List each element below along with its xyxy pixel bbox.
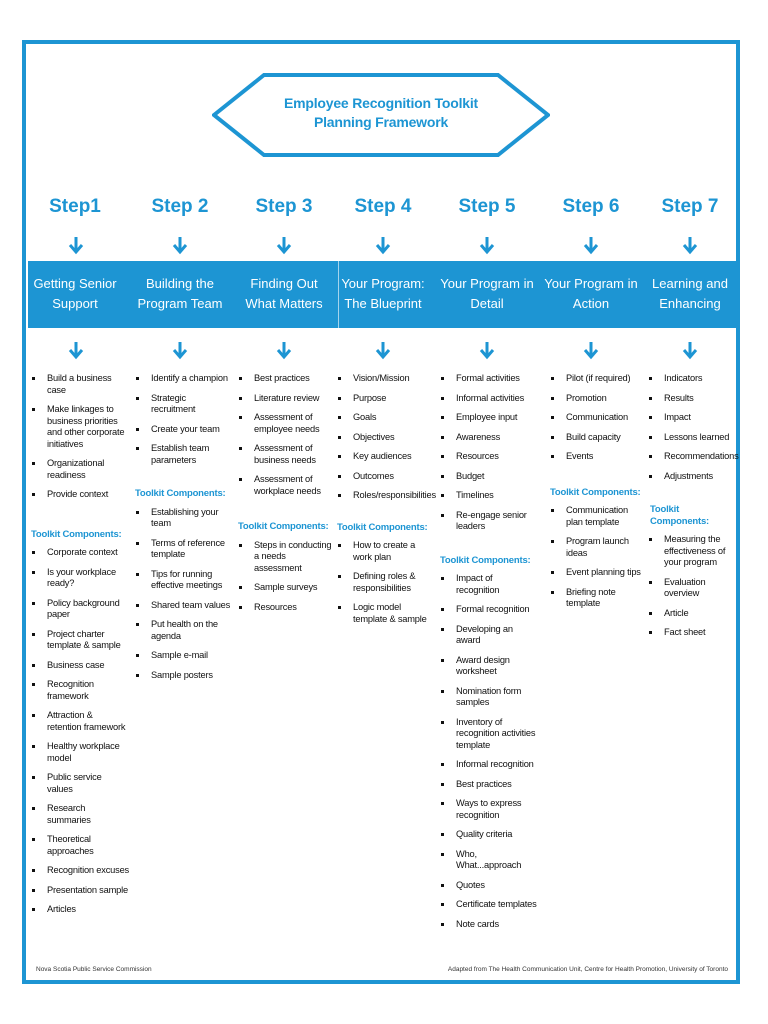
step-4-toolkit [337,540,433,625]
list-item: Employee input [440,412,538,424]
list-item: Build a business case [31,373,129,396]
list-item: Sample surveys [238,582,334,594]
arrow-down-icon [373,340,393,360]
list-item: Ways to express recognition [440,798,538,821]
step-7-title: Learning and Enhancing [652,276,728,311]
list-item: Goals [337,412,433,424]
list-item: Quotes [440,880,538,892]
toolkit-title: Toolkit Components: [550,486,641,498]
list-item: Presentation sample [31,885,129,897]
footer-organization: Nova Scotia Public Service Commission [36,966,152,973]
arrow-down-icon [477,235,497,255]
list-item: Outcomes [337,471,433,483]
title-line-1: Employee Recognition Toolkit [283,95,479,111]
step-4-column [337,373,436,633]
list-item: Resources [440,451,538,463]
step-5-title: Your Program in Detail [440,276,534,311]
list-item: Re-engage senior leaders [440,510,538,533]
list-item: Formal activities [440,373,538,385]
list-item: Impact [648,412,736,424]
step-6-label: Step 6 [562,196,620,217]
step-2-column [135,373,231,689]
step-6-title: Your Program in Action [544,276,638,311]
list-item: Create your team [135,424,231,436]
arrow-down-icon [274,340,294,360]
list-item: How to create a work plan [337,540,433,563]
list-item: Event planning tips [550,567,642,579]
step-5-label: Step 5 [458,196,516,217]
arrow-down-icon [170,235,190,255]
step-5-toolkit [440,573,538,930]
list-item: Note cards [440,919,538,931]
list-item: Recognition framework [31,679,129,702]
list-item: Build capacity [550,432,642,444]
list-item: Sample e-mail [135,650,231,662]
step-5-items [440,373,538,533]
list-item: Adjustments [648,471,736,483]
list-item: Communication plan template [550,505,642,528]
list-item: Inventory of recognition activities template [440,717,538,752]
step-3-toolkit [238,540,334,614]
list-item: Informal activities [440,393,538,405]
list-item: Timelines [440,490,538,502]
list-item: Evaluation overview [648,577,736,600]
step-7-label: Step 7 [661,196,719,217]
list-item: Program launch ideas [550,536,642,559]
step-2-label: Step 2 [151,196,209,217]
list-item: Corporate context [31,547,129,559]
list-item: Article [648,608,736,620]
list-item: Events [550,451,642,463]
list-item: Research summaries [31,803,129,826]
list-item: Objectives [337,432,433,444]
toolkit-title: Toolkit Components: [238,521,329,532]
step-3-label: Step 3 [255,196,313,217]
list-item: Logic model template & sample [337,602,433,625]
footer-source-credit: Adapted from The Health Communication Unit, Centre for Health Promotion, University of Toronto [447,966,728,973]
toolkit-title: Toolkit Components: [337,521,428,533]
arrow-down-icon [680,340,700,360]
list-item: Shared team values [135,600,231,612]
list-item: Promotion [550,393,642,405]
list-item: Defining roles & responsibilities [337,571,433,594]
toolkit-title: Toolkit Components: [135,488,226,499]
band-divider [338,261,339,328]
arrow-down-icon [274,235,294,255]
arrow-down-icon [581,235,601,255]
toolkit-title: Toolkit Components: [440,554,531,566]
step-5-column [440,373,538,938]
step-1-column [31,373,129,924]
list-item: Pilot (if required) [550,373,642,385]
arrow-down-icon [66,340,86,360]
step-6-toolkit [550,505,642,610]
list-item: Roles/responsibilities [337,490,433,502]
step-4-items [337,373,436,502]
list-item: Best practices [238,373,334,385]
list-item: Resources [238,602,334,614]
step-1-label: Step1 [49,196,101,217]
step-6-items [550,373,642,463]
step-2-toolkit [135,507,231,682]
toolkit-title: Toolkit Components: [31,528,122,540]
list-item: Business case [31,660,129,672]
list-item: Vision/Mission [337,373,433,385]
list-item: Theoretical approaches [31,834,129,857]
arrow-down-icon [170,340,190,360]
list-item: Establish team parameters [135,443,231,466]
arrow-down-icon [477,340,497,360]
list-item: Organizational readiness [31,458,129,481]
list-item: Nomination form samples [440,686,538,709]
list-item: Public service values [31,772,129,795]
step-3-column [238,373,334,621]
step-1-items [31,373,129,501]
list-item: Award design worksheet [440,655,538,678]
step-2-title: Building the Program Team [137,276,223,311]
step-7-toolkit [648,534,736,639]
list-item: Assessment of business needs [238,443,334,466]
list-item: Steps in conducting a needs assessment [238,540,334,575]
list-item: Informal recognition [440,759,538,771]
list-item: Certificate templates [440,899,538,911]
list-item: Who, What...approach [440,849,538,872]
list-item: Briefing note template [550,587,642,610]
list-item: Tips for running effective meetings [135,569,231,592]
page-title [262,94,500,132]
toolkit-title: Toolkit Components: [650,504,710,527]
title-line-2: Planning Framework [313,114,449,130]
list-item: Communication [550,412,642,424]
step-1-toolkit [31,547,129,916]
list-item: Terms of reference template [135,538,231,561]
list-item: Healthy workplace model [31,741,129,764]
list-item: Lessons learned [648,432,736,444]
list-item: Put health on the agenda [135,619,231,642]
list-item: Recommendations [648,451,736,463]
list-item: Assessment of employee needs [238,412,334,435]
list-item: Assessment of workplace needs [238,474,334,497]
list-item: Measuring the effectiveness of your program [648,534,736,569]
list-item: Sample posters [135,670,231,682]
step-1-title: Getting Senior Support [33,276,117,311]
list-item: Results [648,393,736,405]
list-item: Provide context [31,489,129,501]
list-item: Budget [440,471,538,483]
arrow-down-icon [581,340,601,360]
list-item: Indicators [648,373,736,385]
list-item: Best practices [440,779,538,791]
step-4-title: Your Program: The Blueprint [341,276,425,311]
list-item: Key audiences [337,451,433,463]
list-item: Awareness [440,432,538,444]
list-item: Developing an award [440,624,538,647]
list-item: Formal recognition [440,604,538,616]
list-item: Articles [31,904,129,916]
list-item: Attraction & retention framework [31,710,129,733]
list-item: Make linkages to business priorities and other corporate initiatives [31,404,129,450]
list-item: Purpose [337,393,433,405]
step-7-items [648,373,739,482]
arrow-down-icon [680,235,700,255]
step-3-items [238,373,334,497]
step-3-title: Finding Out What Matters [245,276,323,311]
step-6-column [550,373,642,618]
list-item: Strategic recruitment [135,393,231,416]
list-item: Identify a champion [135,373,231,385]
arrow-down-icon [66,235,86,255]
step-7-column [648,373,739,647]
list-item: Establishing your team [135,507,231,530]
arrow-down-icon [373,235,393,255]
step-4-label: Step 4 [354,196,412,217]
list-item: Literature review [238,393,334,405]
list-item: Policy background paper [31,598,129,621]
step-2-items [135,373,231,466]
list-item: Is your workplace ready? [31,567,129,590]
list-item: Fact sheet [648,627,736,639]
list-item: Recognition excuses [31,865,129,877]
list-item: Quality criteria [440,829,538,841]
list-item: Project charter template & sample [31,629,129,652]
list-item: Impact of recognition [440,573,538,596]
